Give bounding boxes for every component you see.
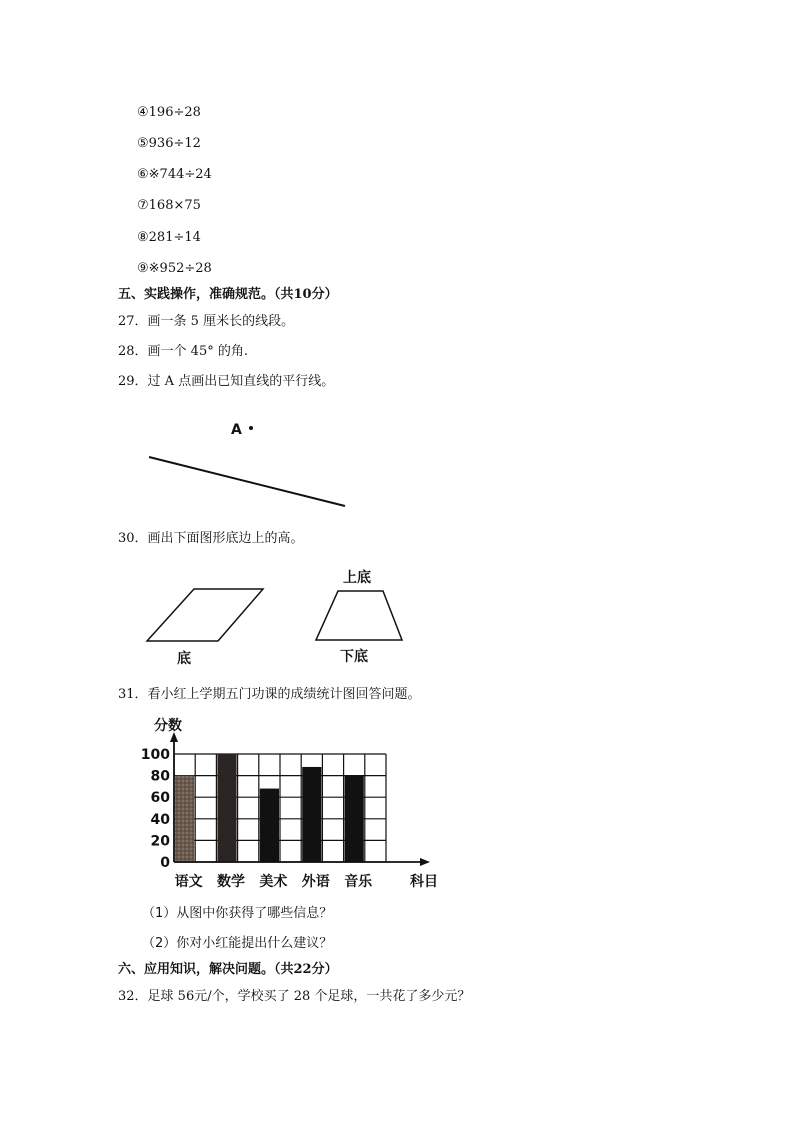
calc-item: ⑦168×75 [137, 198, 201, 213]
point-a-label: A [231, 422, 242, 438]
parallelogram-base-label: 底 [177, 651, 191, 667]
y-tick-label: 100 [140, 747, 170, 763]
q29-figure [140, 410, 380, 520]
question-31-sub1: （1）从图中你获得了哪些信息？ [142, 906, 333, 921]
section-heading: 六、应用知识，解决问题。（共22分） [118, 962, 338, 977]
q30-figure [140, 560, 440, 670]
point-a [249, 426, 253, 430]
trapezoid-bottom-label: 下底 [340, 649, 368, 665]
x-category-label: 数学 [217, 874, 245, 890]
y-tick-label: 60 [150, 790, 170, 807]
calc-item: ⑨※952÷28 [137, 261, 212, 276]
calc-item: ⑥※744÷24 [137, 167, 212, 182]
trapezoid-top-label: 上底 [343, 570, 371, 586]
section-heading: 五、实践操作，准确规范。（共10分） [118, 287, 338, 302]
calc-item: ⑧281÷14 [137, 230, 201, 245]
given-line [149, 457, 345, 506]
question-31-sub2: （2）你对小红能提出什么建议？ [142, 936, 333, 951]
y-tick-label: 0 [160, 855, 170, 871]
score-bar-chart [130, 712, 450, 892]
calc-item: ④196÷28 [137, 105, 201, 120]
question-27: 27．画一条 5 厘米长的线段。 [118, 314, 295, 329]
x-category-label: 音乐 [344, 874, 373, 890]
bar-美术 [260, 789, 279, 862]
y-tick-label: 80 [150, 768, 170, 785]
bar-语文 [175, 776, 194, 862]
y-tick-label: 20 [150, 833, 170, 850]
bar-音乐 [345, 776, 364, 862]
bar-数学 [217, 754, 236, 862]
parallelogram-shape [147, 589, 263, 641]
question-29: 29．过 A 点画出已知直线的平行线。 [118, 374, 335, 389]
question-28: 28．画一个 45° 的角. [118, 344, 248, 359]
x-category-label: 美术 [259, 874, 288, 890]
question-32: 32．足球 56元/个，学校买了 28 个足球，一共花了多少元？ [118, 989, 471, 1004]
x-category-label: 外语 [301, 874, 330, 890]
bar-外语 [302, 767, 321, 862]
y-axis-title: 分数 [154, 718, 182, 734]
x-axis-title: 科目 [410, 874, 438, 890]
question-30: 30．画出下面图形底边上的高。 [118, 531, 304, 546]
question-31: 31．看小红上学期五门功课的成绩统计图回答问题。 [118, 687, 421, 702]
trapezoid-shape [316, 591, 402, 640]
y-tick-label: 40 [150, 811, 170, 828]
x-category-label: 语文 [174, 874, 203, 890]
x-axis-arrow [420, 858, 430, 866]
calc-item: ⑤936÷12 [137, 136, 201, 151]
